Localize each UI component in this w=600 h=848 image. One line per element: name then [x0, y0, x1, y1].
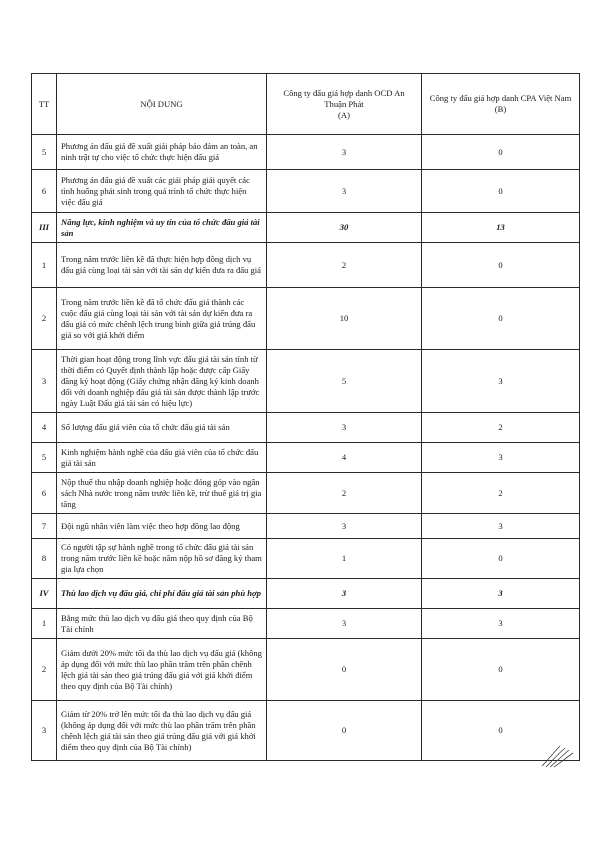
row-score-a: 5	[267, 350, 422, 413]
row-score-b: 13	[422, 213, 580, 243]
table-header-row	[32, 74, 580, 135]
section-row	[32, 213, 580, 243]
row-tt: 3	[32, 350, 57, 413]
row-tt: 5	[32, 135, 57, 170]
table-row	[32, 443, 580, 473]
row-score-b: 3	[422, 609, 580, 639]
table-row	[32, 170, 580, 213]
table-row	[32, 609, 580, 639]
row-content: Phương án đấu giá đề xuất các giải pháp giải quyết các tình huống phát sinh trong quá trình tổ chức thực hiện việc đấu giá	[57, 170, 267, 213]
row-score-a: 3	[267, 135, 422, 170]
row-tt: 2	[32, 288, 57, 350]
table-row	[32, 135, 580, 170]
row-score-a: 30	[267, 213, 422, 243]
row-tt: 3	[32, 701, 57, 761]
row-score-a: 2	[267, 243, 422, 288]
row-content: Trong năm trước liền kề đã thực hiện hợp đồng dịch vụ đấu giá cùng loại tài sản với tài sản dự kiến đưa ra đấu giá	[57, 243, 267, 288]
table-row	[32, 243, 580, 288]
row-tt: 8	[32, 539, 57, 579]
row-content: Số lượng đấu giá viên của tổ chức đấu giá tài sản	[57, 413, 267, 443]
initials-signature-mark	[538, 740, 578, 770]
row-score-b: 3	[422, 443, 580, 473]
header-content: NỘI DUNG	[57, 74, 267, 135]
row-tt: 6	[32, 473, 57, 514]
row-tt: III	[32, 213, 57, 243]
row-score-a: 1	[267, 539, 422, 579]
row-content: Thời gian hoạt động trong lĩnh vực đấu giá tài sản tính từ thời điểm có Quyết định thành lập hoặc được cấp Giấy đăng ký hoạt động (Giấy chứng nhận đăng ký kinh doanh đối với doanh nghiệp đấu giá tài sản được thành lập trước ngày Luật Đấu giá tài sản có hiệu lực)	[57, 350, 267, 413]
row-score-b: 2	[422, 413, 580, 443]
header-company-b-line2: (B)	[494, 104, 507, 114]
header-company-a	[267, 74, 422, 135]
table-row	[32, 473, 580, 514]
row-tt: 6	[32, 170, 57, 213]
row-score-b: 3	[422, 579, 580, 609]
row-score-a: 3	[267, 170, 422, 213]
row-content: Đội ngũ nhân viên làm việc theo hợp đồng lao động	[57, 514, 267, 539]
row-content: Bằng mức thù lao dịch vụ đấu giá theo quy định của Bộ Tài chính	[57, 609, 267, 639]
header-company-a-line1: Công ty đấu giá hợp danh OCD An	[283, 87, 405, 98]
row-tt: 1	[32, 609, 57, 639]
row-score-a: 3	[267, 609, 422, 639]
row-score-a: 0	[267, 639, 422, 701]
header-company-b	[422, 74, 580, 135]
row-content: Giảm từ 20% trở lên mức tối đa thù lao dịch vụ đấu giá (không áp dụng đối với mức thù lao phần trăm trên phần chênh lệch giá tài sản theo giá trúng đấu giá với giá khởi điểm theo quy định của Bộ Tài chính)	[57, 701, 267, 761]
table-row	[32, 413, 580, 443]
row-score-b: 0	[422, 243, 580, 288]
row-content: Có người tập sự hành nghề trong tổ chức đấu giá tài sản trong năm trước liền kề hoặc năm nộp hồ sơ đăng ký tham gia lựa chọn	[57, 539, 267, 579]
row-score-b: 0	[422, 170, 580, 213]
row-score-a: 4	[267, 443, 422, 473]
row-tt: 4	[32, 413, 57, 443]
header-company-a-line2: Thuận Phát	[324, 98, 364, 109]
row-score-b: 2	[422, 473, 580, 514]
row-content: Giảm dưới 20% mức tối đa thù lao dịch vụ đấu giá (không áp dụng đối với mức thù lao phần trăm trên phần chênh lệch giá tài sản theo giá trúng đấu giá với giá khởi điểm theo quy định của Bộ Tài chính)	[57, 639, 267, 701]
table-row	[32, 639, 580, 701]
table-row	[32, 350, 580, 413]
row-score-a: 3	[267, 579, 422, 609]
row-tt: 7	[32, 514, 57, 539]
row-tt: 1	[32, 243, 57, 288]
table-row	[32, 701, 580, 761]
row-content: Năng lực, kinh nghiệm và uy tín của tổ chức đấu giá tài sản	[57, 213, 267, 243]
row-score-b: 3	[422, 350, 580, 413]
header-tt: TT	[32, 74, 57, 135]
header-company-a-line3: (A)	[338, 109, 350, 120]
row-score-a: 0	[267, 701, 422, 761]
table-row	[32, 539, 580, 579]
row-score-b: 0	[422, 701, 580, 761]
row-content: Phương án đấu giá đề xuất giải pháp bảo đảm an toàn, an ninh trật tự cho việc tổ chức thực hiện đấu giá	[57, 135, 267, 170]
header-company-b-line1: Công ty đấu giá hợp danh CPA Việt Nam	[429, 93, 572, 103]
row-content: Trong năm trước liền kề đã tổ chức đấu giá thành các cuộc đấu giá cùng loại tài sản với tài sản dự kiến đưa ra đấu giá có mức chênh lệch trung bình giữa giá trúng đấu giá so với giá khởi điểm	[57, 288, 267, 350]
row-tt: IV	[32, 579, 57, 609]
row-score-a: 10	[267, 288, 422, 350]
table-row	[32, 514, 580, 539]
row-score-b: 0	[422, 539, 580, 579]
row-score-b: 0	[422, 135, 580, 170]
row-score-a: 3	[267, 514, 422, 539]
row-content: Kinh nghiệm hành nghề của đấu giá viên của tổ chức đấu giá tài sản	[57, 443, 267, 473]
table-row	[32, 288, 580, 350]
row-tt: 2	[32, 639, 57, 701]
row-score-b: 0	[422, 288, 580, 350]
row-content: Thù lao dịch vụ đấu giá, chi phí đấu giá tài sản phù hợp	[57, 579, 267, 609]
row-content: Nộp thuế thu nhập doanh nghiệp hoặc đóng góp vào ngân sách Nhà nước trong năm trước liền kề, trừ thuế giá trị gia tăng	[57, 473, 267, 514]
row-score-a: 3	[267, 413, 422, 443]
scoring-table	[31, 73, 580, 761]
row-score-a: 2	[267, 473, 422, 514]
row-score-b: 3	[422, 514, 580, 539]
section-row	[32, 579, 580, 609]
row-score-b: 0	[422, 639, 580, 701]
row-tt: 5	[32, 443, 57, 473]
